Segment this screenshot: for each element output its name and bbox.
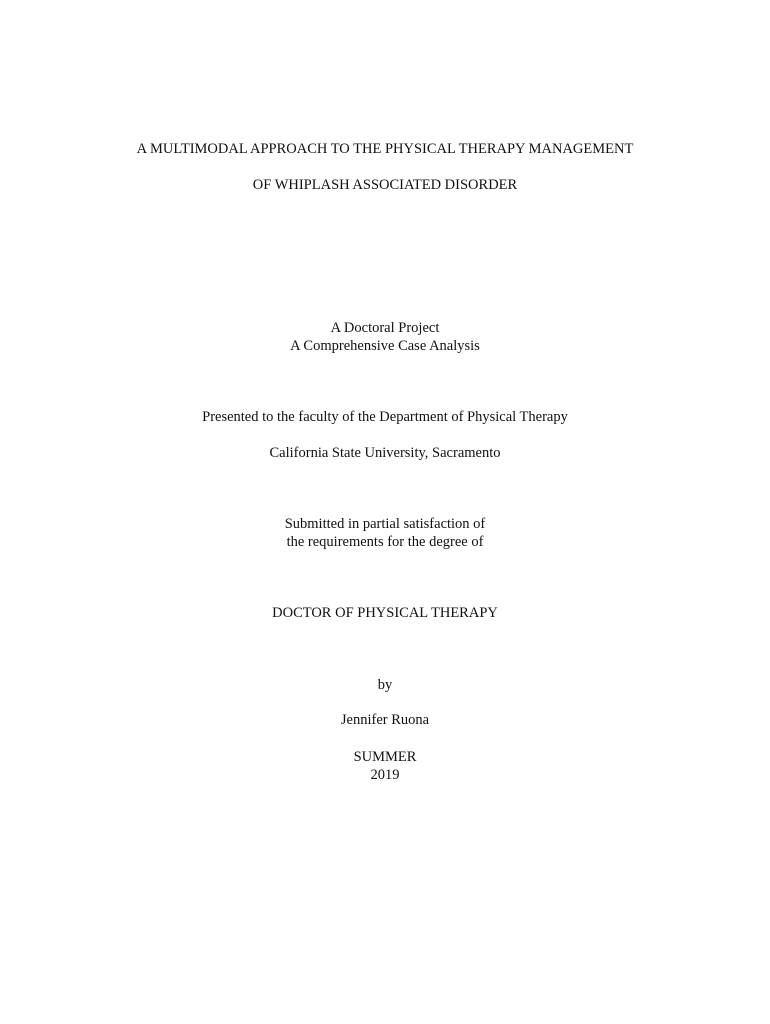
presented-to-text: Presented to the faculty of the Department of Physical Therapy — [202, 409, 568, 425]
document-title-line-2: OF WHIPLASH ASSOCIATED DISORDER — [252, 177, 518, 193]
submission-line-1: Submitted in partial satisfaction of — [284, 516, 486, 532]
by-label: by — [377, 677, 393, 693]
project-type: A Doctoral Project — [330, 320, 440, 336]
submission-line-2: the requirements for the degree of — [286, 534, 484, 550]
project-subtitle: A Comprehensive Case Analysis — [290, 338, 480, 354]
term-year: 2019 — [370, 767, 400, 783]
author-name: Jennifer Ruona — [340, 712, 430, 728]
term-season: SUMMER — [353, 749, 417, 765]
degree-name: DOCTOR OF PHYSICAL THERAPY — [272, 605, 498, 621]
document-title-line-1: A MULTIMODAL APPROACH TO THE PHYSICAL THERAPY MANAGEMENT — [136, 141, 634, 157]
university-name: California State University, Sacramento — [269, 445, 501, 461]
